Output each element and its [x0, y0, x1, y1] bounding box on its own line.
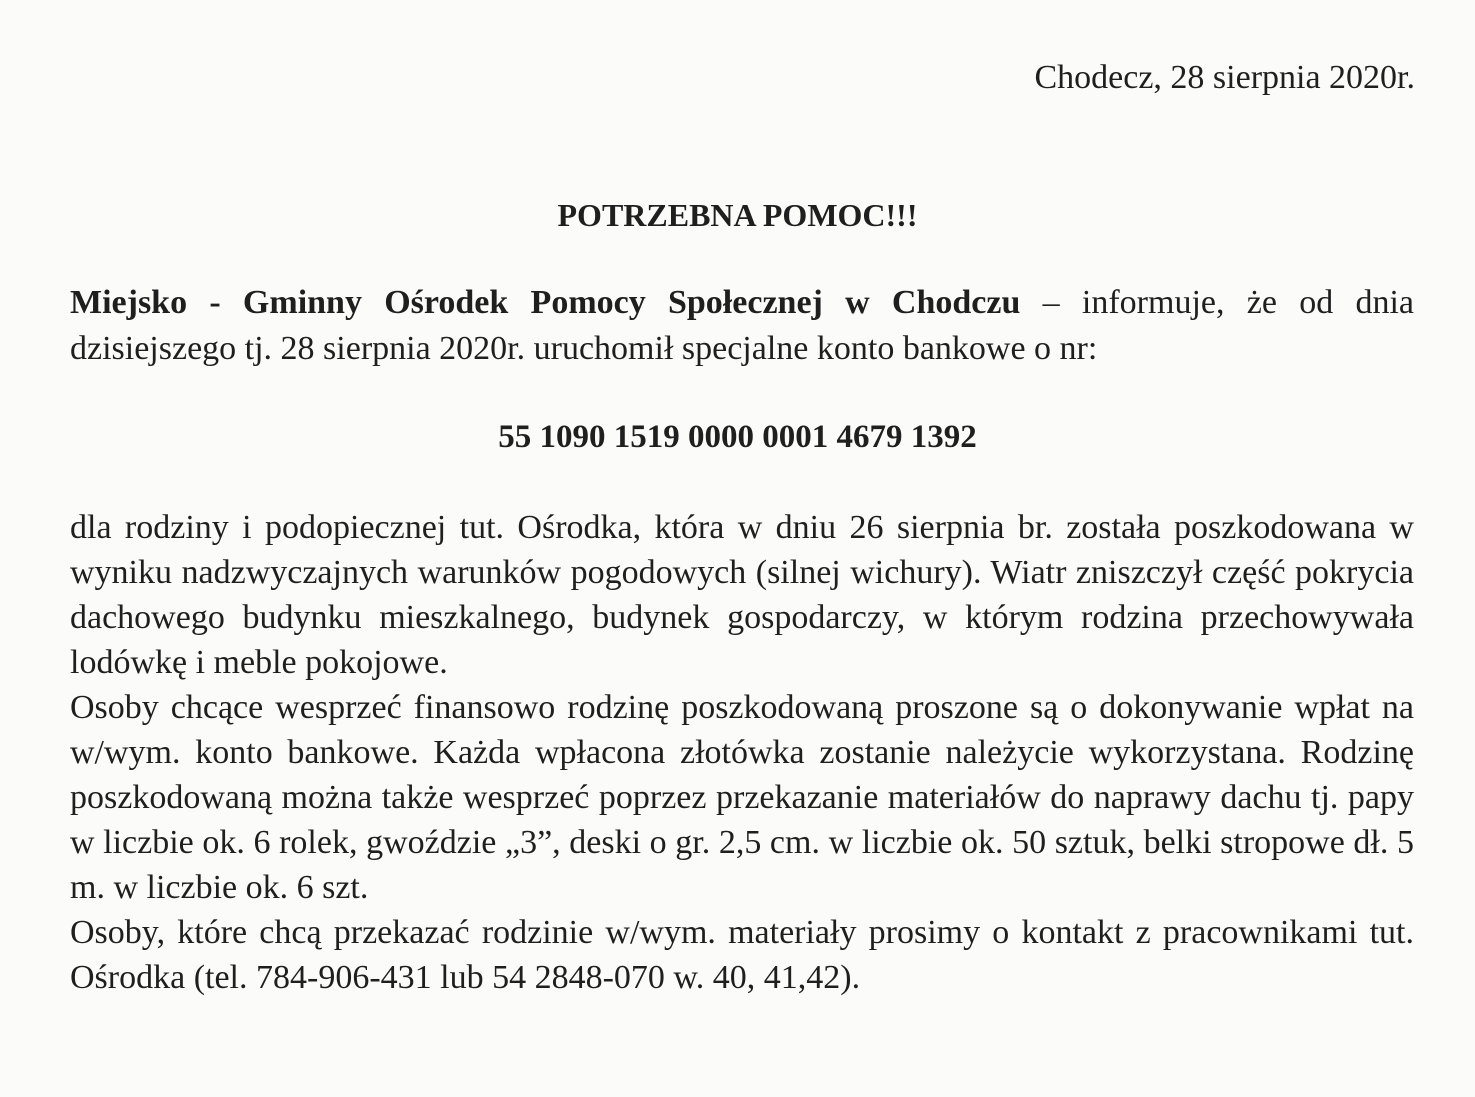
- date-line: Chodecz, 28 sierpnia 2020r.: [1034, 59, 1415, 96]
- body-text: [70, 505, 1414, 1000]
- paragraph-contact: Osoby, które chcą przekazać rodzinie w/wym. materiały prosimy o kontakt z pracownikami tut. Ośrodka (tel. 784-906-431 lub 54 2848-070 w. 40, 41,42).: [70, 914, 1414, 996]
- bank-account-number: 55 1090 1519 0000 0001 4679 1392: [498, 419, 977, 455]
- intro-text: – informuje, że od dnia dzisiejszego tj. 28 sierpnia 2020r. uruchomił specjalne konto bankowe o nr:: [70, 284, 1414, 367]
- paragraph-donations: Osoby chcące wesprzeć finansowo rodzinę poszkodowaną proszone są o dokonywanie wpłat na w/wym. konto bankowe. Każda wpłacona złotówka zostanie należycie wykorzystana. Rodzinę poszkodowaną można także wesprzeć poprzez przekazanie materiałów do naprawy dachu tj. papy w liczbie ok. 6 rolek, gwoździe „3”, deski o gr. 2,5 cm. w liczbie ok. 50 sztuk, belki stropowe dł. 5 m. w liczbie ok. 6 szt.: [70, 689, 1414, 906]
- page-title: POTRZEBNA POMOC!!!: [557, 197, 918, 233]
- paragraph-incident: dla rodziny i podopiecznej tut. Ośrodka, która w dniu 26 sierpnia br. została poszkodowana w wyniku nadzwyczajnych warunków pogodowych (silnej wichury). Wiatr zniszczył część pokrycia dachowego budynku mieszkalnego, budynek gospodarczy, w którym rodzina przechowywała lodówkę i meble pokojowe.: [70, 509, 1414, 681]
- organization-name: Miejsko - Gminny Ośrodek Pomocy Społecznej w Chodczu: [70, 284, 1021, 321]
- intro-paragraph: [70, 280, 1414, 372]
